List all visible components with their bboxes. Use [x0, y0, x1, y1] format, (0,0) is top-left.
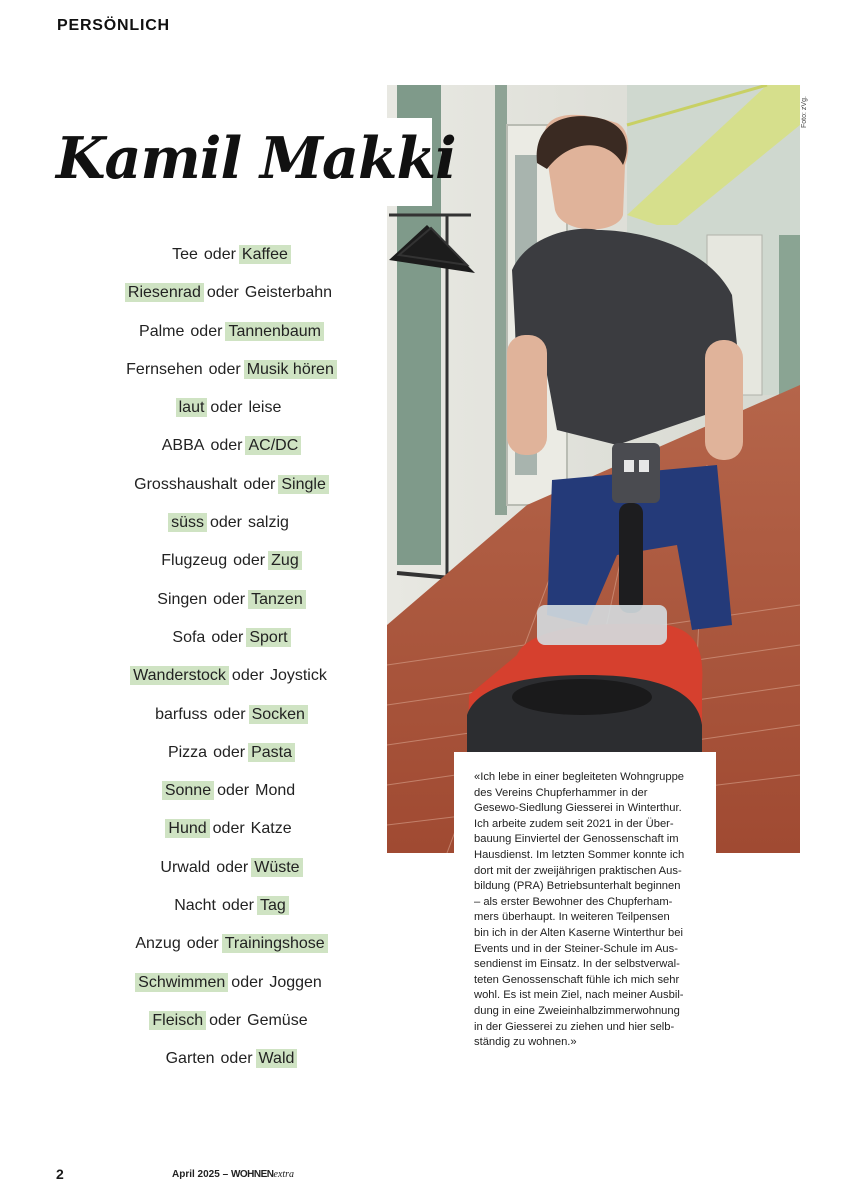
preference-conjunction: oder [213, 743, 246, 761]
preference-right-option: Tag [257, 896, 289, 915]
preference-row [80, 279, 380, 317]
preference-conjunction: oder [208, 360, 241, 378]
preference-row [80, 777, 380, 815]
photo-credit: Foto: zVg. [801, 96, 808, 128]
preference-conjunction: oder [217, 782, 250, 800]
preference-left-option: Urwald [160, 858, 211, 876]
preference-conjunction: oder [221, 897, 255, 915]
preference-row [80, 892, 380, 930]
quote-line: «Ich lebe in einer begleiteten Wohngruppe [474, 771, 685, 783]
preference-conjunction: oder [209, 514, 243, 532]
preference-left-option: Wanderstock [130, 666, 229, 685]
preference-right-option: Gemüse [247, 1011, 308, 1029]
preference-right-option: Kaffee [239, 245, 291, 264]
preference-conjunction: oder [231, 667, 264, 685]
preference-conjunction: oder [203, 246, 236, 263]
preference-right-option: Geisterbahn [244, 284, 333, 302]
preference-right-option: Wüste [251, 858, 302, 877]
preference-row [80, 815, 380, 853]
preference-left-option: Fleisch [149, 1011, 206, 1030]
preference-conjunction: oder [190, 322, 223, 340]
preference-left-option: Anzug [135, 935, 181, 953]
preference-row [80, 662, 380, 700]
preference-row [80, 471, 380, 509]
preference-right-option: leise [248, 399, 282, 417]
quote-line: – als erster Bewohner des Chupferham- [474, 895, 673, 908]
preference-left-option: Pizza [167, 743, 208, 761]
quote-line: in der Giesserei zu ziehen und hier selb- [474, 1020, 675, 1033]
preference-left-option: Hund [165, 819, 209, 838]
preference-row [80, 969, 380, 1007]
preference-left-option: Fernsehen [126, 360, 203, 378]
preference-conjunction: oder [210, 399, 243, 417]
page-title: Kamil Makki [56, 125, 456, 192]
quote-line: Events und in der Steiner-Schule im Aus- [474, 942, 678, 955]
preference-left-option: Flugzeug [161, 552, 228, 570]
preference-right-option: Mond [255, 782, 296, 800]
preference-left-option: Sonne [162, 781, 214, 800]
preference-conjunction: oder [210, 437, 243, 455]
preference-list [80, 241, 380, 1084]
preference-conjunction: oder [213, 705, 246, 723]
preference-row [80, 547, 380, 585]
preference-right-option: AC/DC [245, 436, 301, 455]
preference-left-option: Palme [139, 322, 185, 340]
preference-conjunction: oder [243, 475, 276, 493]
preference-left-option: Riesenrad [125, 283, 204, 302]
preference-left-option: Nacht [174, 897, 216, 915]
preference-conjunction: oder [220, 1050, 253, 1068]
footer-date: April 2025 [172, 1169, 220, 1180]
quote-line: dort mit der zweijährigen praktischen Aus- [474, 864, 682, 877]
preference-right-option: Socken [249, 705, 308, 724]
preference-conjunction: oder [231, 973, 264, 991]
preference-row [80, 241, 380, 279]
quote-line: Hausdienst. Im letzten Sommer konnte ich [474, 848, 685, 861]
preference-left-option: Garten [165, 1050, 215, 1068]
preference-row [80, 739, 380, 777]
preference-right-option: Tanzen [248, 590, 306, 609]
quote-line: mers überhaupt. In weiteren Teilpensen [474, 911, 670, 924]
preference-left-option: süss [168, 513, 207, 532]
preference-right-option: Joystick [269, 667, 327, 685]
footer-brand-extra: extra [273, 1169, 295, 1180]
footer-brand: WOHNEN [230, 1169, 274, 1180]
preference-left-option: Sofa [172, 628, 206, 646]
footer-line [172, 1169, 294, 1180]
preference-row [80, 624, 380, 662]
section-label: PERSÖNLICH [57, 17, 170, 34]
quote-line: teten Genossenschaft fühle ich mich sehr [474, 973, 680, 986]
preference-row [80, 586, 380, 624]
preference-conjunction: oder [213, 590, 246, 608]
portrait-photo [387, 85, 800, 853]
preference-conjunction: oder [186, 935, 219, 953]
preference-row [80, 1045, 380, 1083]
preference-row [80, 509, 380, 547]
quote-line: bildung (PRA) Betriebsunterhalt beginnen [474, 880, 681, 893]
preference-row [80, 356, 380, 394]
preference-conjunction: oder [233, 552, 266, 570]
preference-right-option: Trainingshose [222, 934, 328, 953]
preference-right-option: Pasta [248, 743, 295, 762]
preference-right-option: Katze [250, 820, 292, 838]
preference-conjunction: oder [216, 858, 249, 876]
preference-right-option: Zug [268, 551, 302, 570]
quote-line: dung in eine Zweieinhalbzimmerwohnung [474, 1004, 680, 1017]
quote-line: Gesewo-Siedlung Giesserei in Winterthur. [474, 802, 682, 815]
preference-left-option: Tee [172, 246, 198, 263]
quote-line: sendienst im Einsatz. In der selbstverwal- [474, 958, 680, 971]
preference-row [80, 394, 380, 432]
preference-left-option: Schwimmen [135, 973, 228, 992]
preference-right-option: Tannenbaum [225, 322, 324, 341]
preference-right-option: salzig [248, 514, 289, 532]
page-number: 2 [56, 1166, 64, 1182]
preference-left-option: Grosshaushalt [134, 475, 238, 493]
footer-separator: – [222, 1169, 229, 1180]
quote-line: des Vereins Chupferhammer in der [474, 786, 648, 799]
preference-right-option: Musik hören [244, 360, 337, 379]
preference-left-option: Singen [157, 590, 208, 608]
preference-conjunction: oder [211, 628, 244, 646]
quote-line: wohl. Es ist mein Ziel, nach meiner Ausbil- [474, 989, 684, 1002]
preference-right-option: Sport [246, 628, 290, 647]
preference-row [80, 432, 380, 470]
quote-line: bauung Einviertel der Genossenschaft im [474, 833, 679, 846]
preference-right-option: Single [278, 475, 328, 494]
preference-left-option: ABBA [161, 437, 205, 455]
quote-line: Ich arbeite zudem seit 2021 in der Über- [474, 817, 674, 830]
preference-row [80, 854, 380, 892]
preference-row [80, 701, 380, 739]
quote-text [474, 770, 700, 1051]
quote-line: bin ich in der Alten Kaserne Winterthur bei [474, 926, 683, 939]
preference-row [80, 318, 380, 356]
preference-left-option: laut [176, 398, 208, 417]
preference-conjunction: oder [206, 284, 239, 302]
preference-conjunction: oder [209, 1011, 242, 1029]
preference-right-option: Joggen [269, 973, 322, 991]
preference-row [80, 930, 380, 968]
preference-left-option: barfuss [155, 705, 208, 723]
preference-right-option: Wald [256, 1049, 298, 1068]
preference-row [80, 1007, 380, 1045]
preference-conjunction: oder [212, 820, 245, 838]
quote-line: ständig zu wohnen.» [474, 1036, 577, 1049]
